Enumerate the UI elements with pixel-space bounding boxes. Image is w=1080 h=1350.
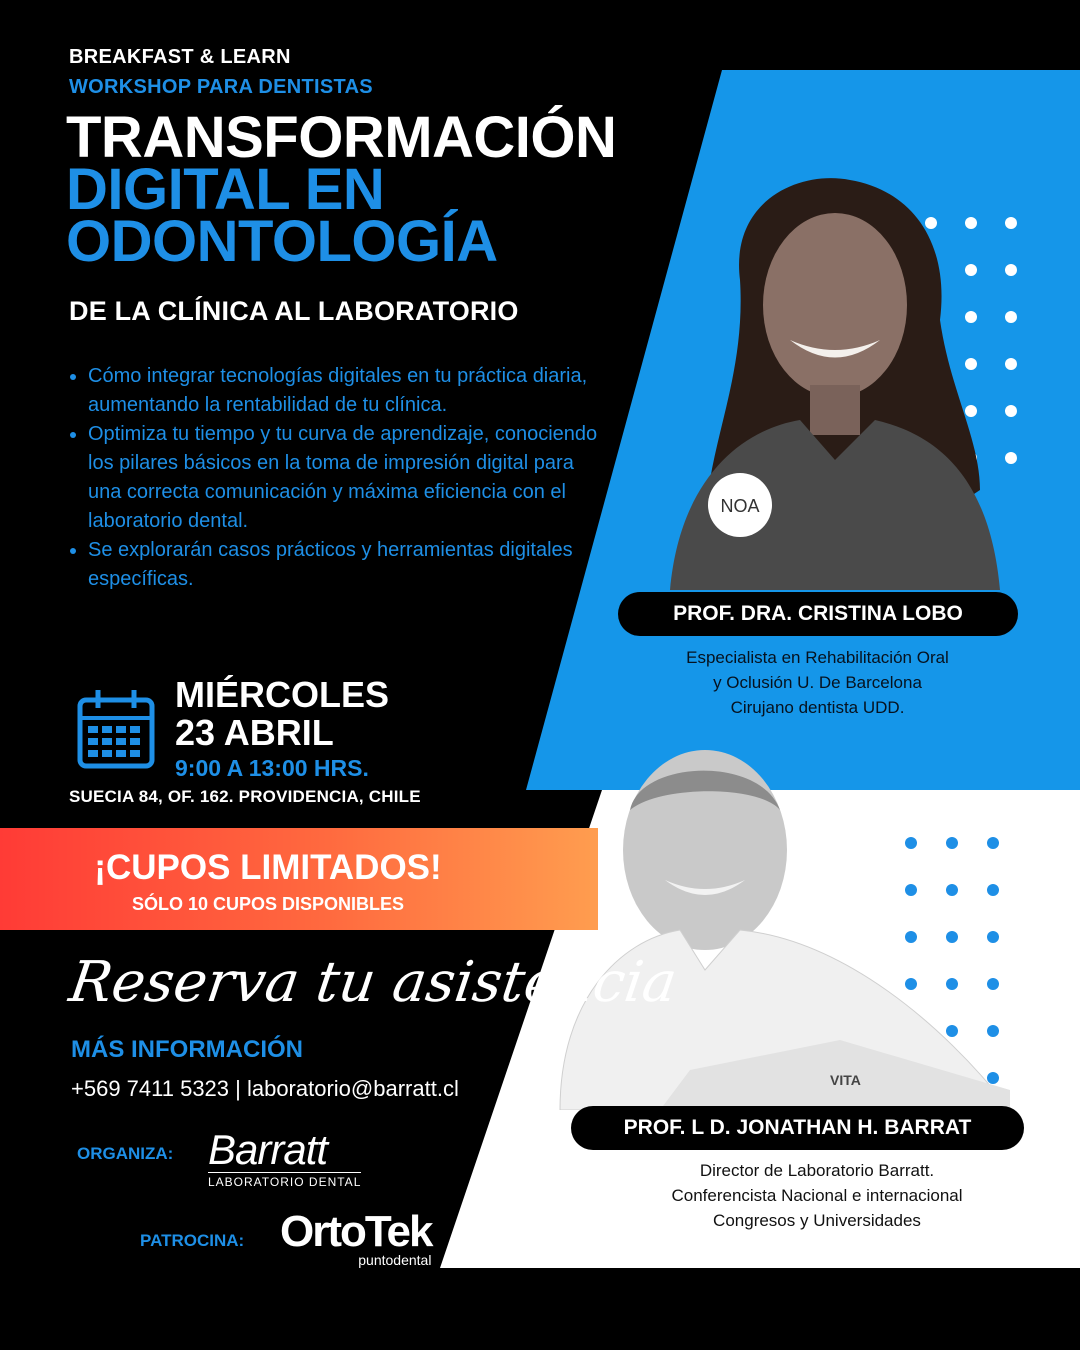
- desc-line: Especialista en Rehabilitación Oral: [686, 648, 949, 667]
- title-line-3: ODONTOLOGÍA: [66, 209, 498, 274]
- barratt-logo-sub: LABORATORIO DENTAL: [208, 1172, 361, 1189]
- title-line-1: TRANSFORMACIÓN: [66, 105, 617, 170]
- patrocina-label: PATROCINA:: [140, 1231, 245, 1250]
- desc-line: Cirujano dentista UDD.: [730, 698, 905, 717]
- speaker-photo-jonathan: [540, 740, 1020, 1110]
- desc-line: Conferencista Nacional e internacional: [671, 1186, 963, 1205]
- main-title: [66, 105, 617, 274]
- speaker-name-jonathan: PROF. L D. JONATHAN H. BARRAT: [571, 1106, 1024, 1150]
- event-address: SUECIA 84, OF. 162. PROVIDENCIA, CHILE: [69, 787, 421, 806]
- bullet-item: • Optimiza tu tiempo y tu curva de aprendizaje, conociendo los pilares básicos en la toma de impresión digital para una correcta comunicación y máxima eficiencia con el laboratorio dental.: [88, 420, 598, 536]
- svg-text:NOA: NOA: [720, 496, 760, 516]
- subtitle: DE LA CLÍNICA AL LABORATORIO: [69, 296, 519, 326]
- speaker-photo-cristina: [650, 160, 1010, 590]
- bullet-item: • Cómo integrar tecnologías digitales en tu práctica diaria, aumentando la rentabilidad de tu clínica.: [88, 362, 598, 420]
- title-line-2: DIGITAL EN: [66, 157, 385, 222]
- event-date-text: 23 ABRIL: [175, 712, 334, 753]
- ortotek-logo-main: OrtoTek: [280, 1207, 432, 1256]
- ortotek-logo-sub: puntodental: [358, 1252, 432, 1268]
- kicker-breakfast: BREAKFAST & LEARN: [69, 46, 291, 68]
- speaker-desc-cristina: [630, 645, 1005, 720]
- barratt-logo: [208, 1128, 361, 1189]
- event-date: [175, 676, 389, 752]
- bullet-item: • Se explorarán casos prácticos y herramientas digitales específicas.: [88, 536, 598, 594]
- contact-info[interactable]: +569 7411 5323 | laboratorio@barratt.cl: [71, 1076, 459, 1101]
- event-day: MIÉRCOLES: [175, 674, 390, 715]
- svg-text:VITA: VITA: [830, 1072, 861, 1088]
- ortotek-logo: [280, 1207, 432, 1268]
- reserve-script: Reserva tu asistencia: [65, 950, 681, 1015]
- kicker-workshop: WORKSHOP PARA DENTISTAS: [69, 76, 373, 98]
- barratt-logo-main: Barratt: [208, 1126, 328, 1173]
- banner-subtext: SÓLO 10 CUPOS DISPONIBLES: [131, 894, 405, 914]
- desc-line: Director de Laboratorio Barratt.: [699, 1161, 935, 1180]
- speaker-name-cristina: PROF. DRA. CRISTINA LOBO: [618, 592, 1018, 636]
- event-time: 9:00 A 13:00 HRS.: [175, 755, 369, 781]
- banner-heading: ¡CUPOS LIMITADOS!: [94, 848, 442, 887]
- desc-line: Congresos y Universidades: [713, 1211, 921, 1230]
- speaker-desc-jonathan: [612, 1158, 1022, 1233]
- bullet-list: [66, 362, 598, 594]
- more-info-heading: MÁS INFORMACIÓN: [71, 1036, 303, 1063]
- organiza-label: ORGANIZA:: [77, 1144, 174, 1163]
- calendar-icon: [76, 688, 156, 770]
- desc-line: y Oclusión U. De Barcelona: [713, 673, 922, 692]
